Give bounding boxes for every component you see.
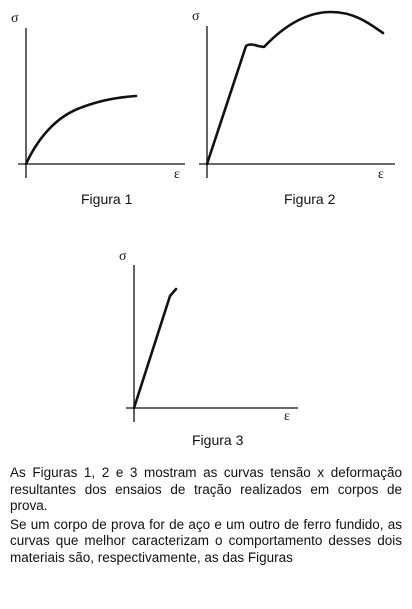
figure-3-x-symbol: ε	[284, 409, 290, 424]
question-text	[10, 465, 402, 566]
figure-3-caption: Figura 3	[192, 432, 244, 448]
figure-2-caption: Figura 2	[284, 191, 336, 207]
figure-3-y-symbol: σ	[119, 249, 127, 264]
figure-2-x-symbol: ε	[378, 167, 384, 182]
figure-1-caption: Figura 1	[81, 191, 133, 207]
question-paragraph-2: Se um corpo de prova for de aço e um outro de ferro fundido, as curvas que melhor caracterizam o comportamento desses dois materiais são, respectivamente, as das Figuras	[10, 516, 402, 565]
question-paragraph-1: As Figuras 1, 2 e 3 mostram as curvas tensão x deformação resultantes dos ensaios de tração realizados em corpos de prova.	[10, 465, 402, 513]
figure-3-curve	[134, 289, 176, 408]
figure-1-x-symbol: ε	[174, 167, 180, 182]
figure-2-y-symbol: σ	[192, 9, 200, 24]
figure-1-y-symbol: σ	[11, 11, 19, 26]
